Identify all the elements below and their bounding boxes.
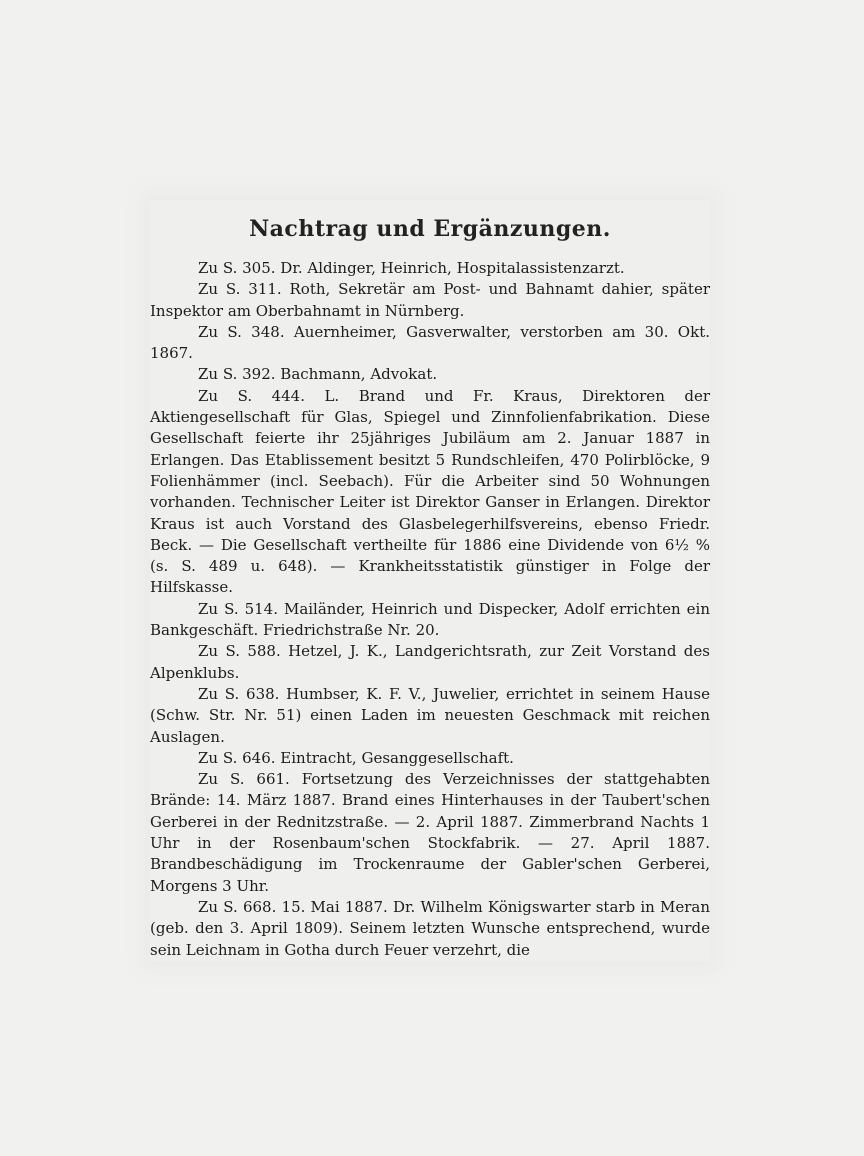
entry-s311: Zu S. 311. Roth, Sekretär am Post- und Bahnamt dahier, später Inspektor am Oberbahnamt in Nürnberg. bbox=[150, 280, 710, 320]
entry-s588: Zu S. 588. Hetzel, J. K., Landgerichtsrath, zur Zeit Vorstand des Alpenklubs. bbox=[150, 642, 710, 682]
page-title: Nachtrag und Ergänzungen. bbox=[249, 216, 611, 242]
entry-s514: Zu S. 514. Mailänder, Heinrich und Dispecker, Adolf errichten ein Bankgeschäft. Friedrichstraße Nr. 20. bbox=[150, 599, 710, 640]
entry-s668: Zu S. 668. 15. Mai 1887. Dr. Wilhelm Königswarter starb in Meran (geb. den 3. April 1809). Seinem letzten Wunsche entsprechend, wurde sein Leichnam in Gotha durch Feuer verzehrt, die bbox=[150, 897, 710, 959]
text-block bbox=[150, 200, 710, 961]
entry-s348: Zu S. 348. Auernheimer, Gasverwalter, verstorben am 30. Okt. 1867. bbox=[150, 322, 710, 363]
entry-s646: Zu S. 646. Eintracht, Gesanggesellschaft. bbox=[198, 748, 514, 767]
entry-s392: Zu S. 392. Bachmann, Advokat. bbox=[198, 365, 438, 384]
entry-s661: Zu S. 661. Fortsetzung des Verzeichnisses der stattgehabten Brände: 14. März 1887. Brand eines Hinterhauses in der Taubert'schen Gerberei in der Rednitzstraße. — 2. April 1887. Zimmerbrand Nachts 1 Uhr in der Rosenbaum'schen Stockfabrik. — 27. April 1887. Brandbeschädigung im Trockenraume der Gabler'schen Gerberei, Morgens 3 Uhr. bbox=[150, 770, 710, 895]
entry-s444: Zu S. 444. L. Brand und Fr. Kraus, Direktoren der Aktiengesellschaft für Glas, Spiegel und Zinnfolienfabrikation. Diese Gesellschaft feierte ihr 25jähriges Jubiläum am 2. Januar 1887 in Erlangen. Das Etablissement besitzt 5 Rundschleifen, 470 Polirblöcke, 9 Folienhämmer (incl. Seebach). Für die Arbeiter sind 50 Wohnungen vorhanden. Technischer Leiter ist Direktor Ganser in Erlangen. Direktor Kraus ist auch Vorstand des Glasbelegerhilfsvereins, ebenso Friedr. Beck. — Die Gesellschaft vertheilte für 1886 eine Dividende von 6½ % (s. S. 489 u. 648). — Krankheitsstatistik günstiger in Folge der Hilfskasse. bbox=[150, 386, 710, 597]
entry-s305: Zu S. 305. Dr. Aldinger, Heinrich, Hospitalassistenzarzt. bbox=[198, 259, 625, 277]
entry-s638: Zu S. 638. Humbser, K. F. V., Juwelier, errichtet in seinem Hause (Schw. Str. Nr. 51) einen Laden im neuesten Geschmack mit reichen Auslagen. bbox=[150, 684, 710, 746]
